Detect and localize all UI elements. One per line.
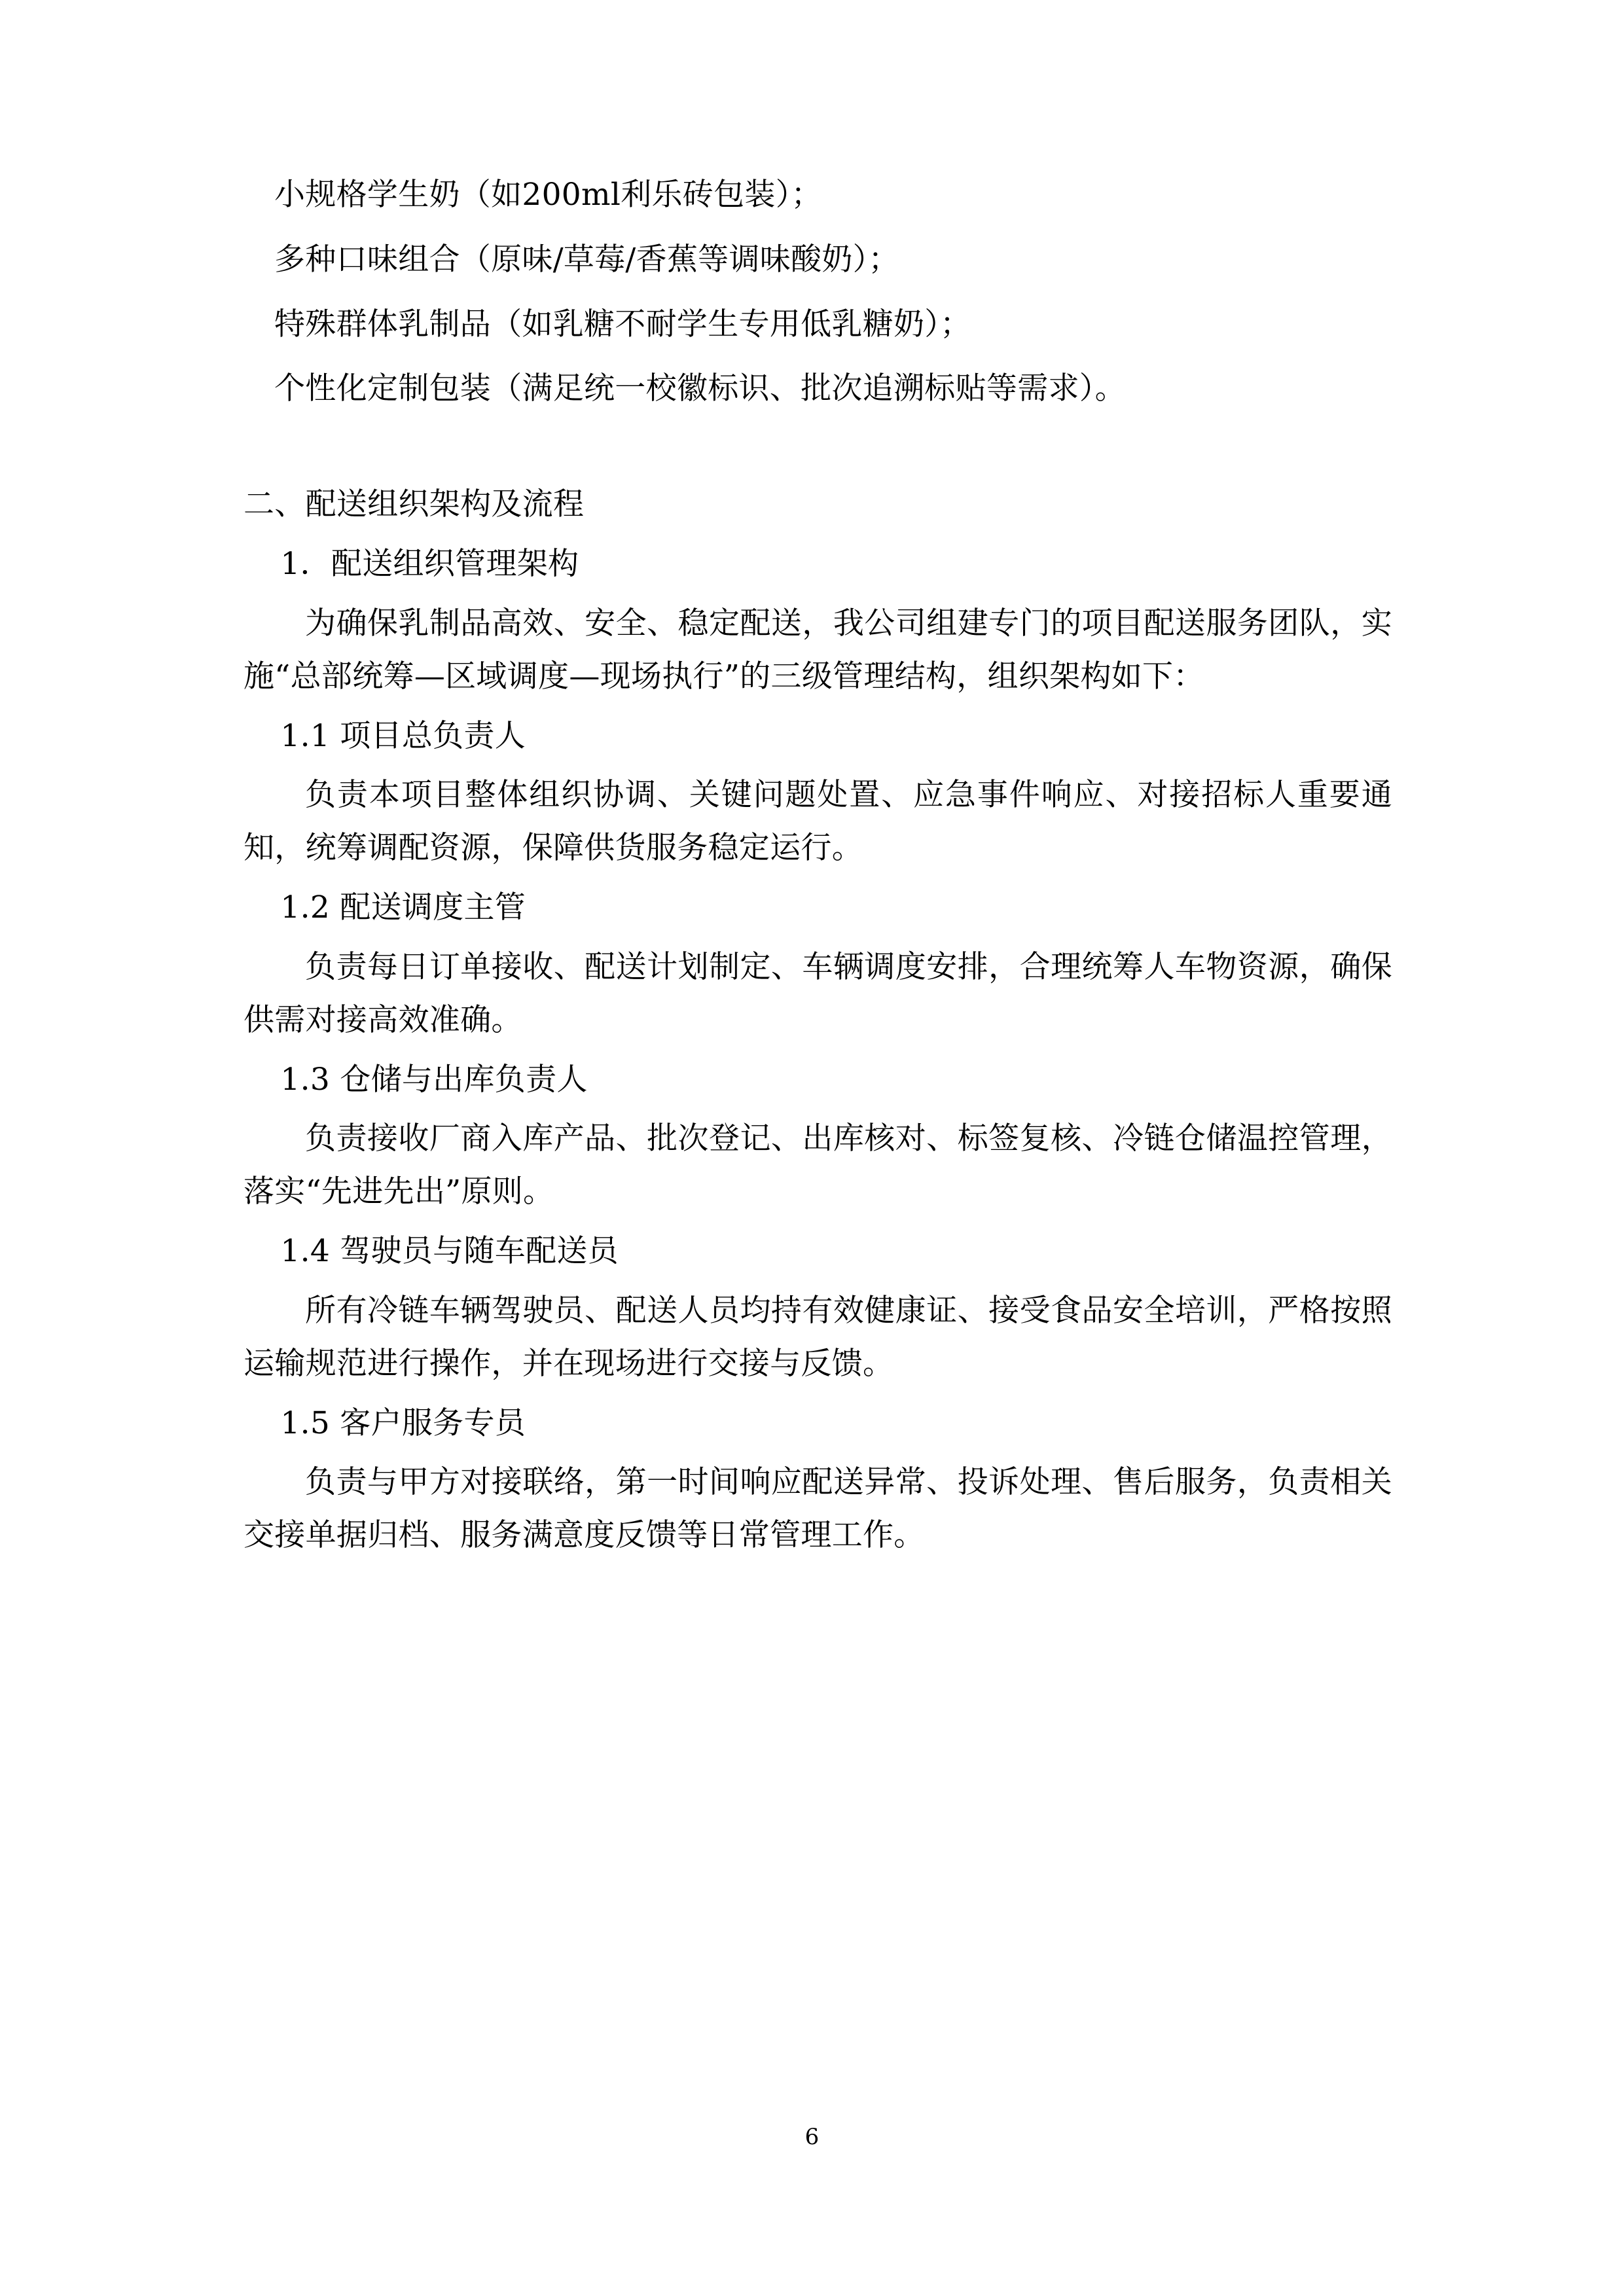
item-title: 1.4 驾驶员与随车配送员 — [280, 1233, 619, 1270]
section-heading: 二、配送组织架构及流程 — [244, 486, 585, 523]
list-item: 多种口味组合（原味/草莓/香蕉等调味酸奶）； — [274, 241, 899, 278]
item-title: 1.2 配送调度主管 — [280, 889, 526, 926]
subsection-intro: 为确保乳制品高效、安全、稳定配送，我公司组建专门的项目配送服务团队，实施“总部统筹—区域调度—现场执行”的三级管理结构，组织架构如下： — [244, 605, 1392, 694]
list-item: 个性化定制包装（满足统一校徽标识、批次追溯标贴等需求）。 — [274, 370, 1126, 407]
section-spacer — [244, 427, 1392, 478]
item-body: 负责与甲方对接联络，第一时间响应配送异常、投诉处理、售后服务，负责相关交接单据归档、服务满意度反馈等日常管理工作。 — [244, 1464, 1392, 1554]
item-body: 负责每日订单接收、配送计划制定、车辆调度安排，合理统筹人车物资源，确保供需对接高效准确。 — [244, 948, 1392, 1038]
page-number: 6 — [804, 2124, 820, 2150]
item-body: 所有冷链车辆驾驶员、配送人员均持有效健康证、接受食品安全培训，严格按照运输规范进行操作，并在现场进行交接与反馈。 — [244, 1292, 1392, 1382]
item-body: 负责本项目整体组织协调、关键问题处置、应急事件响应、对接招标人重要通知，统筹调配资源，保障供货服务稳定运行。 — [244, 777, 1392, 867]
subsection-heading: 1．配送组织管理架构 — [280, 546, 579, 583]
list-item: 小规格学生奶（如200ml利乐砖包装）； — [274, 177, 822, 213]
list-item: 特殊群体乳制品（如乳糖不耐学生专用低乳糖奶）； — [274, 306, 971, 342]
item-body: 负责接收厂商入库产品、批次登记、出库核对、标签复核、冷链仓储温控管理，落实“先进先出”原则。 — [244, 1121, 1392, 1210]
item-title: 1.3 仓储与出库负责人 — [280, 1061, 588, 1098]
page-content — [244, 169, 1392, 1569]
item-title: 1.5 客户服务专员 — [280, 1405, 526, 1441]
item-title: 1.1 项目总负责人 — [280, 717, 526, 754]
